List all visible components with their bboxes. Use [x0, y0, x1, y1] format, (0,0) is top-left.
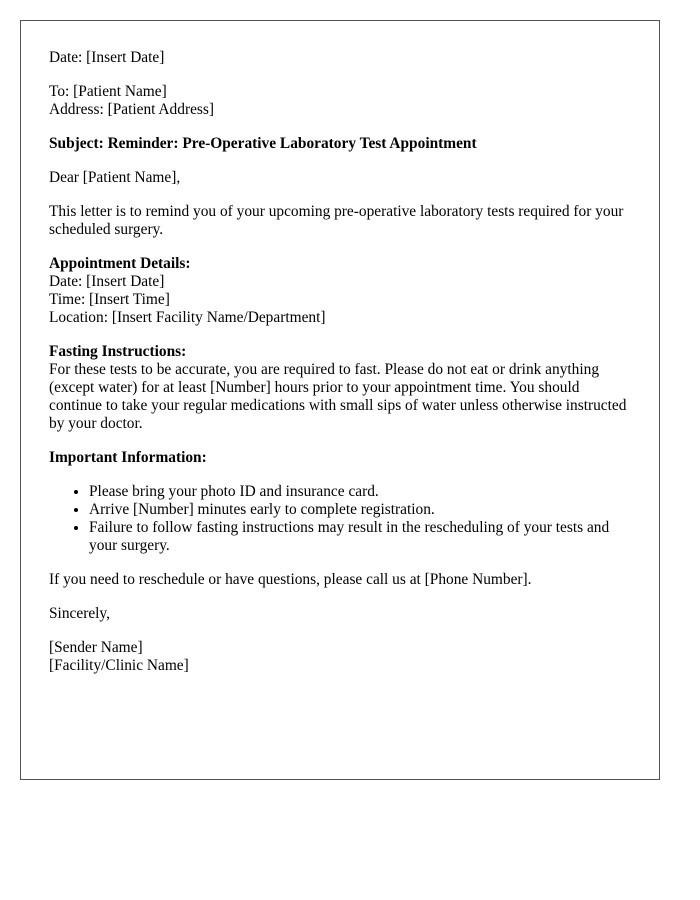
- list-item: • Please bring your photo ID and insurance card.: [89, 483, 631, 501]
- closing: Sincerely,: [49, 605, 110, 622]
- recipient-name: To: [Patient Name]: [49, 83, 167, 100]
- facility-name: [Facility/Clinic Name]: [49, 657, 189, 674]
- recipient-block: [49, 83, 631, 119]
- fasting-heading: Fasting Instructions:: [49, 343, 187, 360]
- date-line: Date: [Insert Date]: [49, 49, 165, 66]
- intro-paragraph: This letter is to remind you of your upcoming pre-operative laboratory tests required for your scheduled surgery.: [49, 203, 624, 238]
- list-item: • Failure to follow fasting instructions may result in the rescheduling of your tests and your surgery.: [89, 519, 631, 555]
- list-item: • Arrive [Number] minutes early to complete registration.: [89, 501, 631, 519]
- contact-paragraph: If you need to reschedule or have questions, please call us at [Phone Number].: [49, 571, 532, 588]
- appointment-details: [49, 255, 631, 327]
- important-heading: Important Information:: [49, 449, 207, 466]
- appointment-date: Date: [Insert Date]: [49, 273, 165, 290]
- appointment-location: Location: [Insert Facility Name/Department]: [49, 309, 326, 326]
- sender-name: [Sender Name]: [49, 639, 143, 656]
- important-list: [49, 483, 631, 555]
- appointment-time: Time: [Insert Time]: [49, 291, 170, 308]
- appointment-heading: Appointment Details:: [49, 255, 191, 272]
- fasting-text: For these tests to be accurate, you are required to fast. Please do not eat or drink anything (except water) for at least [Number] hours prior to your appointment time. You should continue to take your regular medications with small sips of water unless otherwise instructed by your doctor.: [49, 361, 627, 432]
- recipient-address: Address: [Patient Address]: [49, 101, 214, 118]
- signature-block: [49, 639, 631, 675]
- greeting: Dear [Patient Name],: [49, 169, 181, 186]
- letter-document: [20, 20, 660, 780]
- subject-line: Subject: Reminder: Pre-Operative Laboratory Test Appointment: [49, 135, 477, 152]
- fasting-instructions: [49, 343, 631, 433]
